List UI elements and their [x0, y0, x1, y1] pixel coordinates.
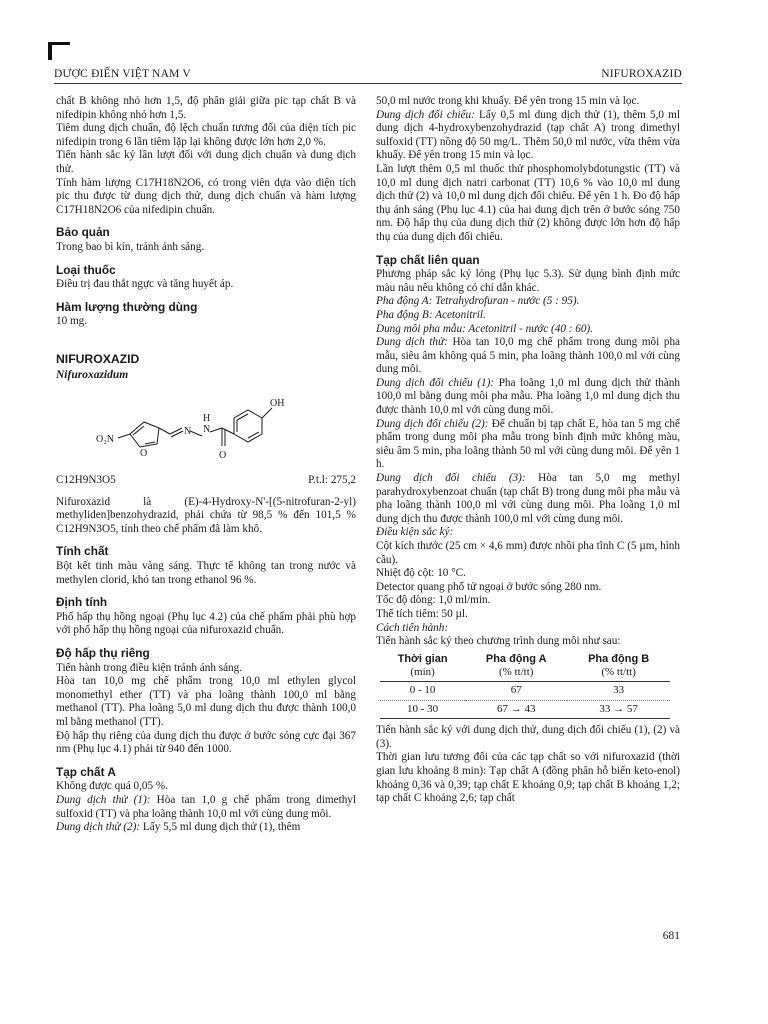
- detector-text: Detector quang phổ tử ngoại ở bước sóng 280 nm.: [376, 580, 602, 593]
- chemical-structure: [56, 388, 356, 470]
- left-column: [56, 95, 356, 835]
- structure-label-oh: OH: [270, 398, 285, 410]
- diluent-text: Dung môi pha mẫu: Acetonitril - nước (40 : 60).: [376, 322, 593, 335]
- reference-solution-text: Lấy 0,5 ml dung dịch thử (1), thêm 5,0 ml dung dịch 4-hydroxybenzohydrazid (tạp chất A) trong dimethyl sulfoxid (TT) nồng độ 50 mg/L. Thêm 50,0 ml nước, vừa thêm vừa khuấy. Để yên trong 15 min và lọc.: [376, 108, 680, 162]
- drug-class-text: Điều trị đau thắt ngực và tăng huyết áp.: [56, 278, 234, 291]
- monograph-title: NIFUROXAZID: [56, 351, 140, 366]
- reference-solution-1-label: Dung dịch đối chiếu (1):: [376, 376, 495, 389]
- after-table-text: Tiến hành sắc ký với dung dịch thử, dung dịch đối chiếu (1), (2) và (3).: [376, 724, 680, 750]
- impurity-a-test2-label: Dung dịch thử (2):: [56, 821, 141, 834]
- test-solution: [376, 336, 680, 377]
- table-cell: 67 → 43: [496, 702, 536, 715]
- usual-strength-text: 10 mg.: [56, 315, 88, 328]
- storage-heading: Bảo quản: [56, 225, 110, 240]
- mobile-phase-b: Pha động B: Acetonitril.: [376, 308, 486, 321]
- specific-absorbance-text: Tiến hành trong điều kiện tránh ánh sáng.: [56, 661, 243, 674]
- impurity-a-test1-label: Dung dịch thử (1):: [56, 793, 151, 806]
- drug-class-heading: Loại thuốc: [56, 262, 116, 277]
- characters-text: Bột kết tinh màu vàng sáng. Thực tế không tan trong nước và methylen clorid, khó tan trong ethanol 96 %.: [56, 560, 356, 586]
- related-substances-heading: Tạp chất liên quan: [376, 252, 480, 267]
- relative-retention-text: Thời gian lưu tương đối của các tạp chất so với nifuroxazid (thời gian lưu khoảng 8 min): Tạp chất A (đồng phân hỗ biến keto-enol) khoảng 0,36 và 0,39; tạp chất E khoảng 0,9; tạp chất B khoảng 1,2; tạp chất C khoảng 2,6; tạp chất: [376, 751, 680, 805]
- procedure-label: Cách tiến hành:: [376, 621, 449, 634]
- specific-absorbance-heading: Độ hấp thụ riêng: [56, 646, 150, 661]
- test-solution-text: Hòa tan 10,0 mg chế phẩm trong dung môi pha mẫu, siêu âm không quá 5 min, pha loãng thành 100,0 ml với cùng dung môi.: [376, 336, 681, 376]
- running-header-right: NIFUROXAZID: [601, 68, 682, 80]
- reference-solution-2-label: Dung dịch đối chiếu (2):: [376, 417, 489, 430]
- column-temperature: Nhiệt độ cột: 10 °C.: [376, 567, 466, 580]
- impurity-a-heading: Tạp chất A: [56, 764, 116, 779]
- reference-solution-label: Dung dịch đối chiếu:: [376, 108, 475, 121]
- impurity-a-test2: [56, 821, 356, 835]
- mobile-phase-a: Pha động A: Tetrahydrofuran - nước (5 : 95).: [376, 295, 580, 308]
- table-header-label: Pha động B: [588, 652, 650, 665]
- impurity-a-test1: [56, 794, 356, 821]
- reference-solution-2: [376, 418, 680, 472]
- reference-solution-3-label: Dung dịch đối chiếu (3):: [376, 472, 526, 485]
- structure-label-h: H: [203, 413, 211, 425]
- reference-solution-3-text: Hòa tan 5,0 mg methyl parahydroxybenzoat chuẩn (tạp chất B) trong dung môi pha mẫu và pha loãng thành 100,0 ml với cùng dung môi. Pha loãng 1,0 ml dung dịch thu được thành 100,0 ml với cùng dung môi.: [376, 472, 680, 525]
- table-row: [380, 700, 670, 719]
- corner-mark-icon: [46, 40, 72, 62]
- method-text: Phương pháp sắc ký lỏng (Phụ lục 5.3). Sử dụng bình định mức màu nâu nếu không có chỉ dẫn khác.: [376, 268, 680, 294]
- right-column: [376, 95, 680, 806]
- formula-row: [56, 474, 356, 488]
- header-rule: [54, 83, 682, 84]
- table-header-row: [380, 652, 670, 682]
- storage-text: Trong bao bì kín, tránh ánh sáng.: [56, 240, 205, 253]
- structure-label-furan-o: O: [140, 448, 148, 460]
- structure-label-n: N: [184, 426, 192, 438]
- reference-solution-2-text: Để chuẩn bị tạp chất E, hòa tan 5 mg chế phẩm trong dung môi pha mẫu trong bình định mức không màu, siêu âm 5 min, pha loãng thành 50 ml với cùng dung môi. Để yên 1 h.: [376, 417, 680, 471]
- intro-paragraph: Tiến hành sắc ký lần lượt đối với dung dịch chuẩn và dung dịch thử.: [56, 149, 356, 175]
- continuation-text: 50,0 ml nước trong khi khuấy. Để yên trong 15 min và lọc.: [376, 95, 640, 107]
- table-header-unit: (min): [410, 666, 435, 679]
- definition-text: Nifuroxazid là (E)-4-Hydroxy-N'-[(5-nitrofuran-2-yl) methyliden]benzohydrazid, phải chứa từ 98,5 % đến 101,5 % C12H9N3O5, tính theo chế phẩm đã làm khô.: [56, 495, 356, 535]
- column-text: Cột kích thước (25 cm × 4,6 mm) được nhồi pha tĩnh C (5 µm, hình cầu).: [376, 540, 680, 566]
- structure-label-nh: N: [203, 424, 211, 436]
- identification-text: Phổ hấp thụ hồng ngoại (Phụ lục 4.2) của chế phẩm phải phù hợp với phổ hấp thụ hồng ngoại của nifuroxazid chuẩn.: [56, 610, 356, 637]
- table-cell: 33 → 57: [599, 702, 638, 715]
- gradient-intro: Tiến hành sắc ký theo chương trình dung môi như sau:: [376, 635, 621, 648]
- page-number: 681: [662, 930, 680, 942]
- reference-solution-1: [376, 377, 680, 418]
- table-cell: 0 - 10: [380, 681, 465, 700]
- intro-paragraph: Tiêm dung dịch chuẩn, độ lệch chuẩn tương đối của diện tích pic nifedipin trong 6 lần tiêm lặp lại không được lớn hơn 2,0 %.: [56, 122, 356, 148]
- reference-solution-3: [376, 472, 680, 526]
- structure-label-nitro: O₂N: [96, 434, 114, 446]
- impurity-a-test2-text: Lấy 5,5 ml dung dịch thử (1), thêm: [142, 821, 301, 834]
- characters-heading: Tính chất: [56, 544, 109, 559]
- procedure-text: Lần lượt thêm 0,5 ml thuốc thử phosphomolybdotungstic (TT) và 10,0 ml dung dịch natri carbonat (TT) 10,6 % vào 10,0 ml dung dịch thử (2) và 10,0 ml dung dịch đối chiếu. Để yên 1 h. Đo độ hấp thụ ánh sáng (Phụ lục 4.1) của hai dung dịch trên ở bước sóng 750 nm. Độ hấp thụ của dung dịch thử (2) không được lớn hơn độ hấp thụ của dung dịch đối chiếu.: [376, 162, 680, 243]
- test-solution-label: Dung dịch thử:: [376, 336, 448, 349]
- monograph-latin-name: Nifuroxazidum: [56, 368, 129, 381]
- table-header-label: Thời gian: [397, 652, 448, 665]
- flow-rate: Tốc độ dòng: 1,0 ml/min.: [376, 594, 491, 607]
- table-header-mobile-b: [567, 652, 670, 682]
- usual-strength-heading: Hàm lượng thường dùng: [56, 299, 198, 314]
- table-header-label: Pha động A: [485, 652, 547, 665]
- impurity-a-limit: Không được quá 0,05 %.: [56, 780, 169, 793]
- running-header-left: DƯỢC ĐIỂN VIỆT NAM V: [54, 68, 191, 80]
- gradient-table: [380, 652, 670, 719]
- table-header-mobile-a: [465, 652, 567, 682]
- chromatographic-conditions-label: Điều kiện sắc ký:: [376, 526, 454, 539]
- table-row: [380, 681, 670, 700]
- table-cell: 67: [465, 681, 567, 700]
- molecular-formula: C12H9N3O5: [56, 474, 116, 487]
- identification-heading: Định tính: [56, 595, 108, 610]
- table-header-unit: (% tt/tt): [601, 666, 636, 679]
- impurity-a-test1-text: Hòa tan 1,0 g chế phẩm trong dimethyl sulfoxid (TT) và pha loãng thành 10,0 ml với cùng dung môi.: [56, 793, 357, 820]
- molecular-weight: P.t.l: 275,2: [308, 474, 356, 487]
- reference-solution: [376, 109, 680, 163]
- table-header-unit: (% tt/tt): [498, 666, 534, 679]
- table-cell: 10 - 30: [407, 702, 439, 715]
- table-header-time: [380, 652, 465, 682]
- intro-paragraph: Tính hàm lượng C17H18N2O6, có trong viên dựa vào diện tích pic thu được từ dung dịch thử, dung dịch chuẩn và hàm lượng C17H18N2O6 của nifedipin chuẩn.: [56, 176, 356, 216]
- specific-absorbance-text: Độ hấp thụ riêng của dung dịch thu được ở bước sóng cực đại 367 nm (Phụ lục 4.1) phải từ 940 đến 1000.: [56, 729, 356, 756]
- structure-label-carbonyl-o: O: [219, 450, 227, 462]
- specific-absorbance-text: Hòa tan 10,0 mg chế phẩm trong 10,0 ml ethylen glycol monomethyl ether (TT) và pha loãng thành 100,0 ml bằng methanol (TT). Pha loãng 5,0 ml dung dịch thu được thành 100,0 ml bằng methanol (TT).: [56, 675, 356, 728]
- intro-paragraph: chất B không nhỏ hơn 1,5, độ phân giải giữa pic tạp chất B và nifedipin không nhỏ hơn 1,5.: [56, 95, 356, 121]
- reference-solution-1-text: Pha loãng 1,0 ml dung dịch thử thành 100,0 ml bằng dung môi pha mẫu. Pha loãng 1,0 ml dung dịch thu được thành 10,0 ml với cùng dung môi.: [376, 376, 680, 417]
- injection-volume: Thể tích tiêm: 50 µl.: [376, 607, 468, 620]
- table-cell: 33: [567, 681, 670, 700]
